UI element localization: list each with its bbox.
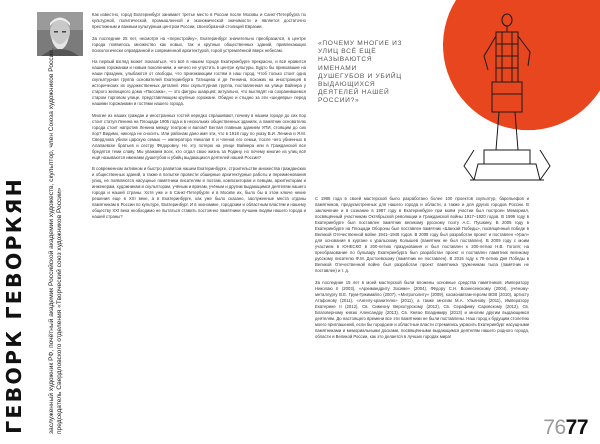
paragraph: За последние 15 лет в моей мастерской были вложены основные средства памятников: Императору Николаю II (2003), «Архимандриту Зосиме» (2004), Фёдору С.Н. Вознесенскому (2004), учёному-металлургу В.Е. Грум-Гржимайло (2007), «Митрополиту» (2009), космонавтам-героям ВОВ (2010), артисту Атафонову (2011), «Ангелу-хранителю» (2011), а также многим М.А. Ульянову (2011), Императору Екатерине II (2012), Св. Симеону Верхотурскому (2012), Св. Серафиму Саровскому (2012), Св. Благоверному князю Александру (2013), Св. Князю Владимиру (2013) и многим другим выдающимся деятелям. До настоящего времени все эти памятники не были поставлены. Наш город к будущим столетию моего приглашений, если бы городские и областные власти стремились украсить Екатеринбург насущными памятниками и мемориальными досками, посвящёнными выдающимся деятелям нашего родного города, области и Великой России, как это делается в лучших городах мира! (315, 279, 529, 339)
left-column (92, 12, 306, 226)
page-number-prev: 76 (543, 416, 566, 439)
paragraph: На первый взгляд может показаться, что всё в нашем городе Екатеринбурге прекрасно, и всё нравится нашим горожанам и новым поколениям, и ничего не упустить в центре культуры. Будто бы приехавшие на наши праздник, улыбаются от свободы, что приезжающим гостям в наш город. Чтоб только стоит одна скульптурная группа основателей Екатеринбурга Татищева и де Геннина, похожих на иностранцев в исторических их художественных деталей. Или скульптурная группа, поставленная на улице Вайнера у старого жилищного дома «Пассажа», — это фигуры шаарцев; актуально, что выглядят на сохранившемся старом торговом улице, представляющем крупные горожане. Обидно и стыдно за эти «шедевры» перед нашими горожанами и гостями нашего города. (92, 59, 306, 107)
page-numbers (543, 417, 588, 438)
author-bio: заслуженный художник РФ, почётный академик Российской академии художеств, скульптор, член Союза художников России, председатель Свердловского отделения «Творческий союз художников России» (48, 48, 63, 434)
sculpture-illustration (404, 0, 600, 196)
page-number-current: 77 (565, 416, 588, 439)
paragraph: Многие из наших граждан и иностранных гостей нередко спрашивают, почему в нашем городе до сих пор стоит статуя Ленина на Площади 1905 года и в нескольких общественных зданиях, а памятник основателю города стоит напротив Ленина между театром и валом? Беглая главным зданием УПИ, стоящим до сих пор? Видимо, никогда не сносить. Или районам дано имя эти, что в 1918 году по указу В.И. Ленина и Я.М. Свердлова убили царскую семью — императора Николая II и членов его семьи, после чего убиенных в Алапаевске братьев и сестру Фёдоровну. Но эту потерю на улице Вайнера или в Гражданской все бредятся теми славу. Мы уважаем всех, кто отдал свою жизнь за Родину, но почему многие из улиц всё ещё называются именами душегубов и убийц выдающихся деятелей нашей России? (92, 112, 306, 160)
paragraph: В современном активном и быстро развитом нашем Екатеринбурге, строительстве множества гражданских и общественных зданий, а также в попытке провести обширные архитектурные работы и переименования улиц, не появляются насущные памятники писателям и поэтам, композиторам и певцам, архитекторам и инженерам, художникам и скульпторам, учёным и врачам, учёным и другим выдающимся деятелям нашего города и нашей страны. Хотя уже и в Санкт-Петербурге и в Москве их, было бы в этом ключе некие решения еще в XXI веке, а в Екатеринбурге, как уже было сказано, заслуженные места отданы памятникам в России по культуре, Екатеринбург. И в экономике, городским и областным властям и нашему обществу XXI века необходимо не пытаться ставить постоянно памятники лучшим людям нашего города и нашей страны? (92, 166, 306, 220)
pull-quote: «ПОЧЕМУ МНОГИЕ ИЗ УЛИЦ ВСЁ ЕЩЁ НАЗЫВАЮТСЯ ИМЕНАМИ ДУШЕГУБОВ И УБИЙЦ ВЫДАЮЩИХСЯ ДЕЯТЕЛЕЙ НАШЕЙ РОССИИ?» (318, 40, 403, 105)
right-column (315, 196, 529, 345)
author-name: ГЕВОРК ГЕВОРКЯН (2, 177, 26, 434)
paragraph: С 1985 года в своей мастерской было разработано более 100 проектов скульптур, барельефов и памятников, предусмотренных для нашего города и области, а также и для других городов России. В заключение и в сознание в 1987 году в Екатеринбурге при моём участии был построен Мемориал, посвящённый участникам Октябрьской революции и Гражданской войны 1917–1920 годов. В 1999 году в Екатеринбурге был поставлен памятник великому русскому поэту А.С. Пушкину. В 2005 году в Екатеринбурге на Площади Обороны был поставлен памятник «Шанхай Победы», посвящённый победе в Великой Отечественной войне 1941–1945 годов. В 2008 году был разработан проект и поставлен «Урал» для основания в кургане к уральскому Колышев (памятник не был поставлен). В 2009 году с моим участием в ЮНЕСКО в 200-летию празднования и был поставлен к 200-летию Н.В. Гоголя; на преобразование по бульвару Екатеринбурга был разработан проект и поставлен памятник великому русскому писателю Ф.М. Достоевскому (памятник не поставлен). В 2015 году к 70-летию Дня Победы в Великой Отечественной войне был разработан проект памятника труженикам тыла (памятник не поставлен) и т. д. (315, 196, 529, 273)
spine (0, 0, 88, 444)
paragraph: За последние 25 лет, несмотря на «перестройку», Екатеринбург значительно преобразился, в центре города появилось множество как новых, так и крупных общественных зданий, привлекающих психологически оправданной и современной архитектурой, горой устремлённой вверх небесам. (92, 35, 306, 53)
paragraph: Как известно, город Екатеринбург занимает третье место в России после Москвы и Санкт-Петербурга по культурной, политической, промышленной и экономической значимости и является достаточно престижным и важным культурным центром России, своеобразной столицей Евразии. (92, 12, 306, 29)
